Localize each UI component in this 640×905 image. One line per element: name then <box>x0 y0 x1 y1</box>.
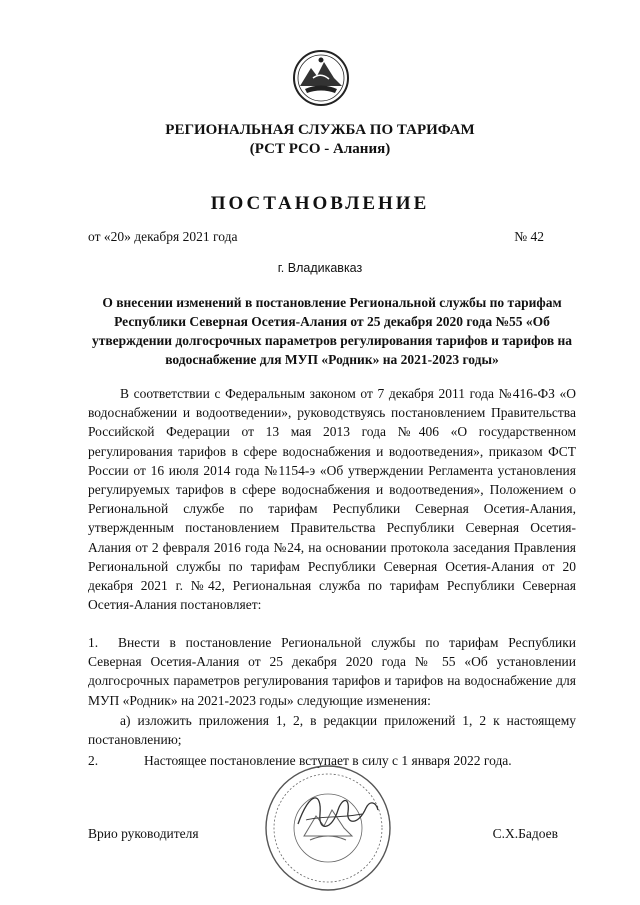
item-text: Внести в постановление Региональной службы по тарифам Республики Северная Осетия-Алания от 25 декабря 2020 года № 55 «Об установлении долгосрочных параметров регулирования тарифов и тарифов на водоснабжение для МУП «Родник» на 2021-2023 годы» следующие изменения: <box>88 635 576 708</box>
document-date: от «20» декабря 2021 года <box>88 229 238 244</box>
document-number: № 42 <box>514 229 544 244</box>
handwritten-signature <box>292 780 382 840</box>
document-subject: О внесении изменений в постановление Региональной службы по тарифам Республики Северная Осетия-Алания от 25 декабря 2020 года №55 «Об утверждении долгосрочных параметров регулирования тарифов и тарифов на водоснабжение для МУП «Родник» на 2021-2023 годы» <box>91 295 573 367</box>
resolution-item-1 <box>88 633 576 710</box>
resolution-subitem-a: а) изложить приложения 1, 2, в редакции приложений 1, 2 к настоящему постановлению; <box>88 713 576 748</box>
organization-abbreviation: (РСТ РСО - Алания) <box>249 141 391 157</box>
organization-name: РЕГИОНАЛЬНАЯ СЛУЖБА ПО ТАРИФАМ <box>165 122 475 138</box>
item-text: Настоящее постановление вступает в силу с 1 января 2022 года. <box>144 753 512 768</box>
signatory-position: Врио руководителя <box>88 826 199 841</box>
item-number: 1. <box>88 635 99 650</box>
document-type-title: ПОСТАНОВЛЕНИЕ <box>210 193 430 214</box>
item-number: 2. <box>88 753 99 768</box>
signatory-name: С.Х.Бадоев <box>492 826 558 841</box>
coat-of-arms-emblem <box>291 48 351 108</box>
preamble-paragraph: В соответствии с Федеральным законом от 7 декабря 2011 года №416-ФЗ «О водоснабжении и водоотведении», руководствуясь постановлением Правительства Российской Федерации от 13 мая 2013 года №406 «О государственном регулирования тарифов в сфере водоснабжения и водоотведения», приказом ФСТ России от 16 июля 2014 года №1154-э «Об утверждении Регламента установления регулируемых тарифов в сфере водоснабжения и водоотведения», Положением о Региональной службе по тарифам Республики Северная Осетия-Алания, утвержденным постановлением Правительства Республики Северная Осетия-Алания от 2 февраля 2016 года №24, на основании протокола заседания Правления Региональной службы по тарифам Республики Северная Осетия-Алания от 20 декабря 2021 г. №42, Региональная служба по тарифам Республики Северная Осетия-Алания постановляет: <box>88 386 576 613</box>
document-city: г. Владикавказ <box>277 261 363 275</box>
